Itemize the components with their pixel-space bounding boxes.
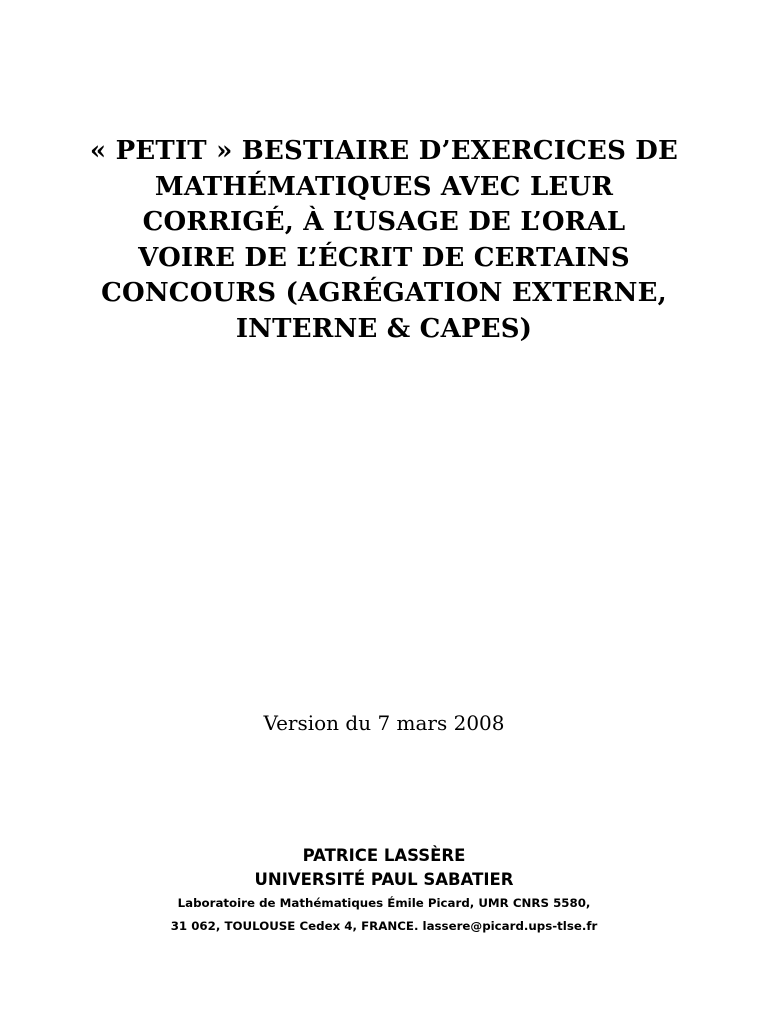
title-line: MATHÉMATIQUES AVEC LEUR	[154, 171, 614, 202]
address-line: Laboratoire de Mathématiques Émile Picard, UMR CNRS 5580,	[177, 896, 591, 910]
title-line: CORRIGÉ, À L’USAGE DE L’ORAL	[142, 207, 626, 237]
document-title	[50, 134, 718, 347]
title-line: INTERNE & CAPES)	[235, 313, 533, 344]
title-line: CONCOURS (AGRÉGATION EXTERNE,	[101, 278, 667, 308]
author-name: PATRICE LASSÈRE	[302, 846, 466, 865]
address-line: 31 062, TOULOUSE Cedex 4, FRANCE. lassere@picard.ups-tlse.fr	[170, 919, 598, 933]
version-date: Version du 7 mars 2008	[263, 711, 505, 735]
title-line: VOIRE DE L’ÉCRIT DE CERTAINS	[138, 242, 630, 273]
university-name: UNIVERSITÉ PAUL SABATIER	[254, 870, 514, 889]
author-block	[0, 844, 768, 938]
title-line: « PETIT » BESTIAIRE D’EXERCICES DE	[89, 136, 679, 166]
